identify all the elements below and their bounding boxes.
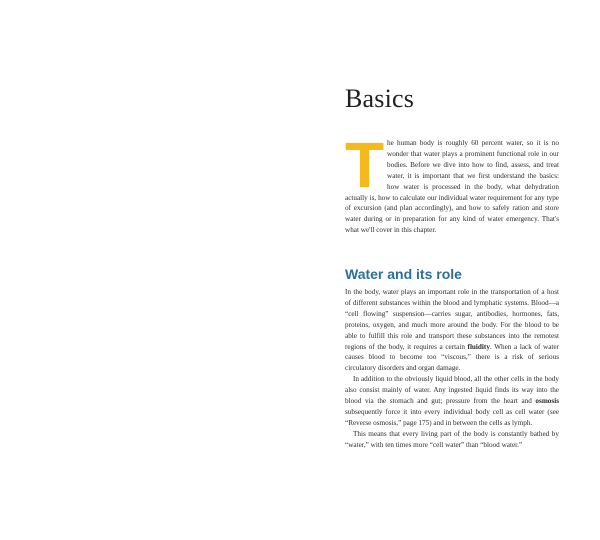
body-paragraph-3: This means that every living part of the body is constantly bathed by “water,” with ten times more “cell water” than “blood water.” bbox=[345, 429, 559, 449]
intro-paragraph bbox=[345, 129, 559, 236]
section-heading: Water and its role bbox=[345, 266, 462, 282]
section-body bbox=[345, 287, 559, 451]
p2-text-a: In addition to the obviously liquid blood, all the other cells in the body also consist mainly of water. Any ingested liquid finds its way into the blood via the stomach and gut; pressure from the heart and bbox=[345, 375, 559, 406]
p1-bold-term: fluidity bbox=[467, 342, 490, 351]
drop-cap: T bbox=[345, 129, 385, 201]
body-paragraph-2 bbox=[345, 374, 559, 429]
p1-text-b: . When a lack of water causes blood to become too “viscous,” there is a risk of serious circulatory disorders and organ damage. bbox=[345, 342, 559, 373]
p2-bold-term: osmosis bbox=[535, 397, 559, 406]
intro-text: he human body is roughly 60 percent water, so it is no wonder that water plays a prominent functional role in our bodies. Before we dive into how to find, assess, and treat water, it is important that we first understand the basics: how water is processed in the body, what dehydration actually is, how to calculate our individual water requirement for any type of excursion (and plan accordingly), and how to safely ration and store water during or in preparation for any kind of water emergency. That's what we'll cover in this chapter. bbox=[345, 139, 559, 235]
chapter-title: Basics bbox=[345, 84, 415, 113]
body-paragraph-1 bbox=[345, 287, 559, 374]
p1-text-a: In the body, water plays an important role in the transportation of a host of different substances within the blood and lymphatic systems. Blood—a “cell flowing” suspension—carries sugar, antibodies, hormones, fats, proteins, oxygen, and much more around the body. For the blood to be able to fulfill this role and transport these substances into the remotest regions of the body, it requires a certain bbox=[345, 288, 559, 351]
p2-text-b: subsequently force it into every individual body cell as cell water (see “Reverse osmosis,” page 175) and in between the cells as lymph. bbox=[345, 407, 559, 427]
